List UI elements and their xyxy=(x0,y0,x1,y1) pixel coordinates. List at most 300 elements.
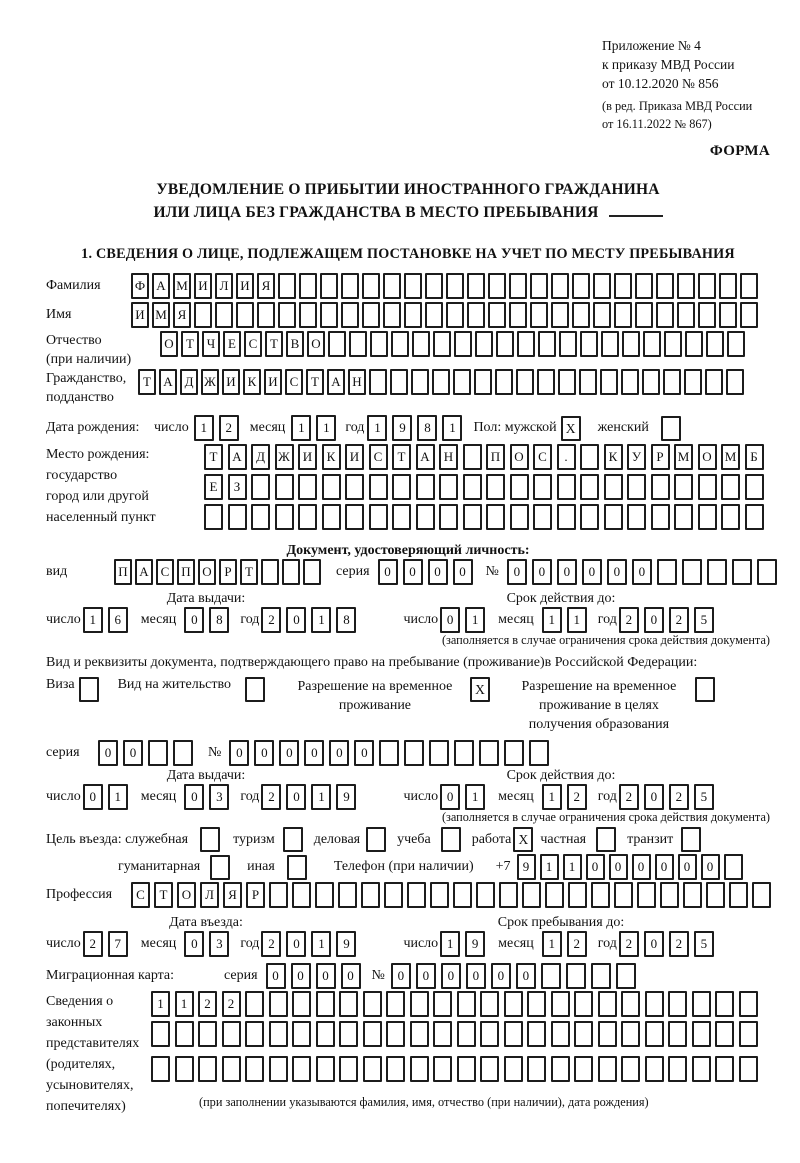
char-cell[interactable] xyxy=(656,302,674,328)
char-cell[interactable] xyxy=(362,273,380,299)
char-cell[interactable]: Т xyxy=(306,369,324,395)
char-cell[interactable] xyxy=(407,882,426,908)
char-cell[interactable] xyxy=(729,882,748,908)
char-cell[interactable] xyxy=(275,474,294,500)
char-cell[interactable]: 0 xyxy=(491,963,511,989)
char-cell[interactable]: 0 xyxy=(632,559,652,585)
char-cell[interactable] xyxy=(320,302,338,328)
char-cell[interactable]: 0 xyxy=(403,559,423,585)
char-cell[interactable]: 0 xyxy=(644,607,664,633)
char-cell[interactable]: 3 xyxy=(209,784,229,810)
char-cell[interactable] xyxy=(386,1021,405,1047)
char-cell[interactable] xyxy=(635,273,653,299)
char-cell[interactable]: 2 xyxy=(567,784,587,810)
char-cell[interactable] xyxy=(446,302,464,328)
char-cell[interactable]: 2 xyxy=(567,931,587,957)
char-cell[interactable] xyxy=(574,1021,593,1047)
char-cell[interactable] xyxy=(530,273,548,299)
char-cell[interactable]: 0 xyxy=(416,963,436,989)
char-cell[interactable] xyxy=(677,302,695,328)
char-cell[interactable] xyxy=(598,991,617,1017)
char-cell[interactable]: 0 xyxy=(582,559,602,585)
char-cell[interactable] xyxy=(538,331,556,357)
char-cell[interactable] xyxy=(151,1056,170,1082)
char-cell[interactable]: 8 xyxy=(209,607,229,633)
char-cell[interactable] xyxy=(558,369,576,395)
char-cell[interactable] xyxy=(530,302,548,328)
char-cell[interactable]: Т xyxy=(392,444,411,470)
char-cell[interactable] xyxy=(719,302,737,328)
char-cell[interactable] xyxy=(572,302,590,328)
char-cell[interactable] xyxy=(682,559,702,585)
char-cell[interactable]: С xyxy=(244,331,262,357)
char-cell[interactable]: 3 xyxy=(209,931,229,957)
char-cell[interactable]: Л xyxy=(200,882,219,908)
char-cell[interactable] xyxy=(510,504,529,530)
char-cell[interactable] xyxy=(517,331,535,357)
char-cell[interactable] xyxy=(674,504,693,530)
visa-checkbox[interactable] xyxy=(79,677,99,702)
char-cell[interactable]: 2 xyxy=(619,607,639,633)
char-cell[interactable] xyxy=(292,991,311,1017)
char-cell[interactable] xyxy=(627,474,646,500)
char-cell[interactable]: П xyxy=(486,444,505,470)
char-cell[interactable] xyxy=(668,1056,687,1082)
char-cell[interactable] xyxy=(412,331,430,357)
char-cell[interactable]: 0 xyxy=(123,740,143,766)
char-cell[interactable] xyxy=(320,273,338,299)
char-cell[interactable]: 0 xyxy=(286,784,306,810)
char-cell[interactable] xyxy=(416,504,435,530)
char-cell[interactable]: 0 xyxy=(453,559,473,585)
char-cell[interactable] xyxy=(369,504,388,530)
char-cell[interactable] xyxy=(269,882,288,908)
char-cell[interactable]: 1 xyxy=(367,415,387,441)
char-cell[interactable] xyxy=(454,740,474,766)
char-cell[interactable]: 2 xyxy=(83,931,103,957)
purpose-study-checkbox[interactable] xyxy=(441,827,461,852)
char-cell[interactable] xyxy=(345,504,364,530)
char-cell[interactable]: 9 xyxy=(465,931,485,957)
char-cell[interactable]: 0 xyxy=(678,854,697,880)
char-cell[interactable] xyxy=(642,369,660,395)
char-cell[interactable] xyxy=(663,369,681,395)
char-cell[interactable] xyxy=(545,882,564,908)
char-cell[interactable]: Я xyxy=(223,882,242,908)
char-cell[interactable] xyxy=(433,1021,452,1047)
char-cell[interactable]: 0 xyxy=(440,607,460,633)
char-cell[interactable] xyxy=(341,273,359,299)
char-cell[interactable]: 0 xyxy=(354,740,374,766)
char-cell[interactable] xyxy=(495,369,513,395)
char-cell[interactable] xyxy=(706,882,725,908)
char-cell[interactable] xyxy=(580,331,598,357)
char-cell[interactable] xyxy=(433,991,452,1017)
char-cell[interactable] xyxy=(446,273,464,299)
char-cell[interactable] xyxy=(316,1021,335,1047)
char-cell[interactable]: Р xyxy=(246,882,265,908)
char-cell[interactable] xyxy=(269,991,288,1017)
char-cell[interactable]: 0 xyxy=(304,740,324,766)
char-cell[interactable] xyxy=(383,302,401,328)
char-cell[interactable]: 0 xyxy=(316,963,336,989)
char-cell[interactable] xyxy=(384,882,403,908)
char-cell[interactable] xyxy=(383,273,401,299)
char-cell[interactable] xyxy=(198,1021,217,1047)
char-cell[interactable] xyxy=(621,1056,640,1082)
char-cell[interactable]: 2 xyxy=(669,784,689,810)
char-cell[interactable] xyxy=(692,1056,711,1082)
char-cell[interactable]: Т xyxy=(204,444,223,470)
char-cell[interactable] xyxy=(745,474,764,500)
char-cell[interactable]: Ч xyxy=(202,331,220,357)
char-cell[interactable]: Б xyxy=(745,444,764,470)
char-cell[interactable]: 1 xyxy=(311,607,331,633)
char-cell[interactable] xyxy=(432,369,450,395)
char-cell[interactable]: 6 xyxy=(108,607,128,633)
edu-residence-checkbox[interactable] xyxy=(695,677,715,702)
char-cell[interactable]: Т xyxy=(265,331,283,357)
char-cell[interactable] xyxy=(504,991,523,1017)
char-cell[interactable]: 1 xyxy=(442,415,462,441)
char-cell[interactable] xyxy=(651,504,670,530)
char-cell[interactable] xyxy=(533,474,552,500)
char-cell[interactable]: 1 xyxy=(542,784,562,810)
purpose-humanitarian-checkbox[interactable] xyxy=(210,855,230,880)
char-cell[interactable] xyxy=(721,504,740,530)
char-cell[interactable] xyxy=(715,1056,734,1082)
char-cell[interactable] xyxy=(298,474,317,500)
char-cell[interactable] xyxy=(574,991,593,1017)
char-cell[interactable] xyxy=(496,331,514,357)
char-cell[interactable] xyxy=(429,740,449,766)
char-cell[interactable] xyxy=(198,1056,217,1082)
char-cell[interactable]: У xyxy=(627,444,646,470)
char-cell[interactable]: И xyxy=(345,444,364,470)
char-cell[interactable] xyxy=(236,302,254,328)
char-cell[interactable] xyxy=(339,1056,358,1082)
char-cell[interactable]: М xyxy=(152,302,170,328)
char-cell[interactable]: 1 xyxy=(316,415,336,441)
char-cell[interactable]: 1 xyxy=(465,607,485,633)
char-cell[interactable] xyxy=(579,369,597,395)
char-cell[interactable]: Я xyxy=(257,273,275,299)
char-cell[interactable] xyxy=(621,991,640,1017)
char-cell[interactable] xyxy=(411,369,429,395)
char-cell[interactable]: 0 xyxy=(516,963,536,989)
char-cell[interactable] xyxy=(363,1021,382,1047)
char-cell[interactable]: О xyxy=(177,882,196,908)
char-cell[interactable]: И xyxy=(131,302,149,328)
char-cell[interactable] xyxy=(664,331,682,357)
char-cell[interactable] xyxy=(222,1056,241,1082)
char-cell[interactable] xyxy=(439,474,458,500)
char-cell[interactable] xyxy=(684,369,702,395)
char-cell[interactable] xyxy=(739,1021,758,1047)
char-cell[interactable]: Т xyxy=(181,331,199,357)
char-cell[interactable]: А xyxy=(152,273,170,299)
char-cell[interactable]: Ж xyxy=(275,444,294,470)
char-cell[interactable]: 1 xyxy=(175,991,194,1017)
char-cell[interactable]: 2 xyxy=(261,931,281,957)
char-cell[interactable] xyxy=(245,1056,264,1082)
char-cell[interactable]: 2 xyxy=(198,991,217,1017)
purpose-official-checkbox[interactable] xyxy=(200,827,220,852)
char-cell[interactable]: И xyxy=(222,369,240,395)
char-cell[interactable]: И xyxy=(236,273,254,299)
char-cell[interactable] xyxy=(719,273,737,299)
char-cell[interactable] xyxy=(591,882,610,908)
char-cell[interactable] xyxy=(732,559,752,585)
char-cell[interactable] xyxy=(349,331,367,357)
char-cell[interactable] xyxy=(656,273,674,299)
char-cell[interactable] xyxy=(622,331,640,357)
char-cell[interactable] xyxy=(486,504,505,530)
char-cell[interactable]: 0 xyxy=(286,931,306,957)
char-cell[interactable] xyxy=(463,504,482,530)
char-cell[interactable] xyxy=(580,504,599,530)
char-cell[interactable] xyxy=(404,740,424,766)
temp-residence-checkbox[interactable]: X xyxy=(470,677,490,702)
char-cell[interactable] xyxy=(204,504,223,530)
char-cell[interactable] xyxy=(721,474,740,500)
char-cell[interactable]: Н xyxy=(348,369,366,395)
char-cell[interactable] xyxy=(430,882,449,908)
char-cell[interactable] xyxy=(551,273,569,299)
char-cell[interactable]: 0 xyxy=(440,784,460,810)
char-cell[interactable] xyxy=(391,331,409,357)
char-cell[interactable] xyxy=(316,991,335,1017)
char-cell[interactable] xyxy=(551,302,569,328)
char-cell[interactable] xyxy=(410,1056,429,1082)
char-cell[interactable] xyxy=(439,504,458,530)
char-cell[interactable] xyxy=(574,1056,593,1082)
char-cell[interactable] xyxy=(757,559,777,585)
char-cell[interactable]: 9 xyxy=(336,931,356,957)
char-cell[interactable] xyxy=(322,504,341,530)
char-cell[interactable] xyxy=(614,302,632,328)
char-cell[interactable] xyxy=(480,991,499,1017)
char-cell[interactable] xyxy=(591,963,611,989)
char-cell[interactable]: 1 xyxy=(440,931,460,957)
char-cell[interactable]: 0 xyxy=(586,854,605,880)
char-cell[interactable] xyxy=(410,991,429,1017)
purpose-private-checkbox[interactable] xyxy=(596,827,616,852)
char-cell[interactable] xyxy=(339,1021,358,1047)
purpose-transit-checkbox[interactable] xyxy=(681,827,701,852)
char-cell[interactable] xyxy=(660,882,679,908)
char-cell[interactable] xyxy=(292,1021,311,1047)
char-cell[interactable]: К xyxy=(322,444,341,470)
char-cell[interactable]: 9 xyxy=(392,415,412,441)
char-cell[interactable]: 2 xyxy=(261,784,281,810)
char-cell[interactable] xyxy=(683,882,702,908)
char-cell[interactable]: 1 xyxy=(540,854,559,880)
char-cell[interactable]: О xyxy=(198,559,216,585)
male-checkbox[interactable]: X xyxy=(561,416,581,441)
char-cell[interactable]: 1 xyxy=(465,784,485,810)
char-cell[interactable]: 0 xyxy=(83,784,103,810)
char-cell[interactable] xyxy=(598,1056,617,1082)
char-cell[interactable] xyxy=(692,1021,711,1047)
char-cell[interactable]: 0 xyxy=(279,740,299,766)
char-cell[interactable]: 0 xyxy=(378,559,398,585)
char-cell[interactable] xyxy=(614,273,632,299)
char-cell[interactable]: 0 xyxy=(644,931,664,957)
char-cell[interactable]: 2 xyxy=(619,784,639,810)
char-cell[interactable] xyxy=(706,331,724,357)
char-cell[interactable] xyxy=(454,331,472,357)
char-cell[interactable] xyxy=(674,474,693,500)
char-cell[interactable] xyxy=(614,882,633,908)
char-cell[interactable] xyxy=(559,331,577,357)
char-cell[interactable]: А xyxy=(135,559,153,585)
char-cell[interactable]: 0 xyxy=(632,854,651,880)
char-cell[interactable] xyxy=(651,474,670,500)
char-cell[interactable] xyxy=(705,369,723,395)
char-cell[interactable]: 0 xyxy=(286,607,306,633)
char-cell[interactable]: 0 xyxy=(507,559,527,585)
char-cell[interactable] xyxy=(282,559,300,585)
char-cell[interactable]: Л xyxy=(215,273,233,299)
char-cell[interactable] xyxy=(551,991,570,1017)
char-cell[interactable]: Ж xyxy=(201,369,219,395)
char-cell[interactable] xyxy=(479,740,499,766)
char-cell[interactable]: Е xyxy=(223,331,241,357)
char-cell[interactable] xyxy=(527,1021,546,1047)
char-cell[interactable]: М xyxy=(173,273,191,299)
char-cell[interactable]: Т xyxy=(154,882,173,908)
char-cell[interactable] xyxy=(361,882,380,908)
char-cell[interactable] xyxy=(698,273,716,299)
char-cell[interactable] xyxy=(269,1056,288,1082)
char-cell[interactable] xyxy=(533,504,552,530)
char-cell[interactable] xyxy=(685,331,703,357)
char-cell[interactable] xyxy=(298,504,317,530)
char-cell[interactable]: Н xyxy=(439,444,458,470)
purpose-other-checkbox[interactable] xyxy=(287,855,307,880)
char-cell[interactable]: Ф xyxy=(131,273,149,299)
char-cell[interactable]: 1 xyxy=(311,931,331,957)
char-cell[interactable] xyxy=(504,1021,523,1047)
char-cell[interactable]: 1 xyxy=(194,415,214,441)
char-cell[interactable] xyxy=(379,740,399,766)
char-cell[interactable] xyxy=(215,302,233,328)
char-cell[interactable]: А xyxy=(228,444,247,470)
char-cell[interactable] xyxy=(509,273,527,299)
char-cell[interactable] xyxy=(404,302,422,328)
char-cell[interactable]: О xyxy=(510,444,529,470)
char-cell[interactable] xyxy=(668,991,687,1017)
char-cell[interactable] xyxy=(404,273,422,299)
char-cell[interactable] xyxy=(726,369,744,395)
char-cell[interactable]: 0 xyxy=(329,740,349,766)
char-cell[interactable] xyxy=(724,854,743,880)
char-cell[interactable] xyxy=(572,273,590,299)
char-cell[interactable]: Е xyxy=(204,474,223,500)
char-cell[interactable] xyxy=(557,504,576,530)
char-cell[interactable] xyxy=(410,1021,429,1047)
char-cell[interactable] xyxy=(645,1021,664,1047)
char-cell[interactable] xyxy=(488,302,506,328)
char-cell[interactable]: 0 xyxy=(98,740,118,766)
char-cell[interactable]: 2 xyxy=(222,991,241,1017)
char-cell[interactable]: 9 xyxy=(336,784,356,810)
female-checkbox[interactable] xyxy=(661,416,681,441)
char-cell[interactable] xyxy=(251,474,270,500)
char-cell[interactable] xyxy=(657,559,677,585)
char-cell[interactable] xyxy=(499,882,518,908)
char-cell[interactable] xyxy=(341,302,359,328)
char-cell[interactable] xyxy=(151,1021,170,1047)
char-cell[interactable] xyxy=(363,991,382,1017)
char-cell[interactable]: 1 xyxy=(542,607,562,633)
char-cell[interactable] xyxy=(645,991,664,1017)
char-cell[interactable] xyxy=(740,273,758,299)
char-cell[interactable]: С xyxy=(533,444,552,470)
char-cell[interactable]: Д xyxy=(251,444,270,470)
char-cell[interactable]: 1 xyxy=(151,991,170,1017)
char-cell[interactable]: 0 xyxy=(391,963,411,989)
char-cell[interactable] xyxy=(698,302,716,328)
char-cell[interactable] xyxy=(598,1021,617,1047)
char-cell[interactable] xyxy=(467,302,485,328)
char-cell[interactable]: 0 xyxy=(557,559,577,585)
char-cell[interactable] xyxy=(643,331,661,357)
char-cell[interactable]: 8 xyxy=(336,607,356,633)
char-cell[interactable]: А xyxy=(416,444,435,470)
char-cell[interactable]: 7 xyxy=(108,931,128,957)
purpose-business-checkbox[interactable] xyxy=(366,827,386,852)
purpose-work-checkbox[interactable]: X xyxy=(513,827,533,852)
purpose-tourism-checkbox[interactable] xyxy=(283,827,303,852)
char-cell[interactable] xyxy=(175,1056,194,1082)
char-cell[interactable]: И xyxy=(264,369,282,395)
char-cell[interactable]: М xyxy=(674,444,693,470)
char-cell[interactable] xyxy=(261,559,279,585)
char-cell[interactable] xyxy=(251,504,270,530)
char-cell[interactable]: 0 xyxy=(184,784,204,810)
char-cell[interactable] xyxy=(299,273,317,299)
char-cell[interactable] xyxy=(322,474,341,500)
char-cell[interactable]: 5 xyxy=(694,607,714,633)
char-cell[interactable]: 1 xyxy=(83,607,103,633)
char-cell[interactable]: 5 xyxy=(694,784,714,810)
char-cell[interactable]: М xyxy=(721,444,740,470)
char-cell[interactable] xyxy=(509,302,527,328)
char-cell[interactable] xyxy=(392,504,411,530)
char-cell[interactable] xyxy=(463,444,482,470)
char-cell[interactable] xyxy=(425,302,443,328)
char-cell[interactable] xyxy=(593,273,611,299)
char-cell[interactable] xyxy=(275,504,294,530)
char-cell[interactable] xyxy=(148,740,168,766)
char-cell[interactable] xyxy=(228,504,247,530)
char-cell[interactable] xyxy=(245,991,264,1017)
char-cell[interactable] xyxy=(715,1021,734,1047)
char-cell[interactable] xyxy=(278,302,296,328)
char-cell[interactable]: С xyxy=(285,369,303,395)
char-cell[interactable] xyxy=(369,369,387,395)
char-cell[interactable] xyxy=(510,474,529,500)
char-cell[interactable] xyxy=(621,369,639,395)
char-cell[interactable] xyxy=(457,991,476,1017)
char-cell[interactable] xyxy=(175,1021,194,1047)
char-cell[interactable]: 2 xyxy=(219,415,239,441)
char-cell[interactable] xyxy=(303,559,321,585)
char-cell[interactable]: С xyxy=(131,882,150,908)
char-cell[interactable]: Р xyxy=(219,559,237,585)
